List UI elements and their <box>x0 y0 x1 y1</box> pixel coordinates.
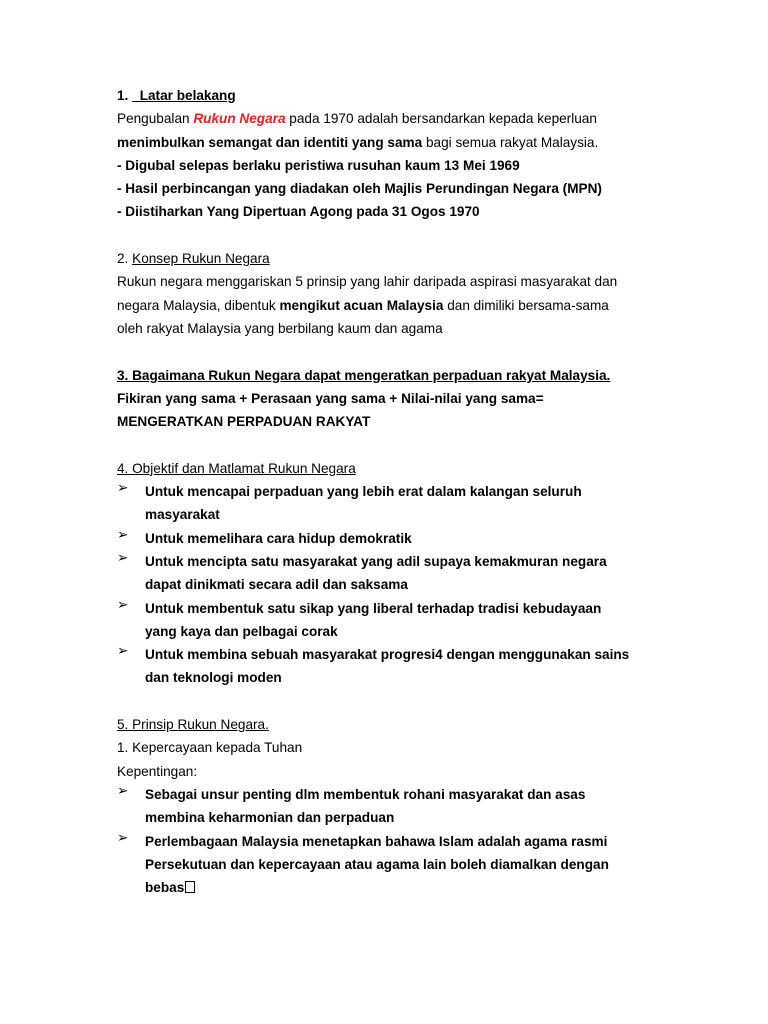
section-2-line-2 <box>117 294 677 317</box>
section-1-heading <box>117 84 677 107</box>
list-item-line: yang kaya dan pelbagai corak <box>145 623 338 639</box>
list-item-line: Untuk memelihara cara hidup demokratik <box>145 530 412 546</box>
intro-line-2-after: bagi semua rakyat Malaysia. <box>422 134 599 150</box>
list-item-line: membina keharmonian dan perpaduan <box>145 810 395 826</box>
list-item <box>117 527 677 550</box>
intro-highlight-rukun-negara: Rukun Negara <box>193 111 286 127</box>
intro-bold-phrase: menimbulkan semangat dan identiti yang sama <box>117 134 423 150</box>
list-item <box>117 783 677 830</box>
list-item-line: Sebagai unsur penting dlm membentuk rohani masyarakat dan asas <box>145 786 586 802</box>
section-5-heading: 5. Prinsip Rukun Negara. <box>117 717 269 733</box>
list-item-line: dapat dinikmati secara adil dan saksama <box>145 577 408 593</box>
intro-text-before: Pengubalan <box>117 111 194 127</box>
section-1-title <box>132 88 236 103</box>
intro-text-after: pada 1970 adalah bersandarkan kepada keperluan <box>285 111 597 127</box>
section-3-heading: 3. Bagaimana Rukun Negara dapat mengeratkan perpaduan rakyat Malaysia. <box>117 367 611 383</box>
list-item <box>117 550 677 597</box>
list-item-line: masyarakat <box>145 507 220 523</box>
missing-glyph-box-icon <box>185 881 195 893</box>
section-3-formula: Fikiran yang sama + Perasaan yang sama + Nilai-nilai yang sama= <box>117 390 544 406</box>
section-5-subheading: Kepentingan: <box>117 763 198 779</box>
section-4-list <box>117 480 677 690</box>
section-5-principle: 1. Kepercayaan kepada Tuhan <box>117 740 303 756</box>
list-item-line: Untuk membina sebuah masyarakat progresi4 dengan menggunakan sains <box>145 647 630 663</box>
list-item-line: dan teknologi moden <box>145 670 282 686</box>
arrow-bullet-icon: ➢ <box>117 549 129 565</box>
section-1-number: 1. <box>117 88 129 103</box>
arrow-bullet-icon: ➢ <box>117 643 129 659</box>
section-2-number: 2. <box>117 251 129 267</box>
arrow-bullet-icon: ➢ <box>117 480 129 496</box>
arrow-bullet-icon: ➢ <box>117 829 129 845</box>
section-5-list <box>117 783 677 899</box>
section-1-point: - Hasil perbincangan yang diadakan oleh Majlis Perundingan Negara (MPN) <box>117 181 602 197</box>
section-1-title-text: Latar belakang <box>139 88 236 103</box>
section-3-result: MENGERATKAN PERPADUAN RAKYAT <box>117 414 371 430</box>
list-item-line: Untuk mencipta satu masyarakat yang adil supaya kemakmuran negara <box>145 553 607 569</box>
section-4-heading: 4. Objektif dan Matlamat Rukun Negara <box>117 460 356 476</box>
list-item-line: Untuk membentuk satu sikap yang liberal terhadap tradisi kebudayaan <box>145 600 602 616</box>
list-item-line: bebas <box>145 876 677 899</box>
section-1-intro-line-2 <box>117 131 677 154</box>
section-1-point: - Diistiharkan Yang Dipertuan Agong pada 31 Ogos 1970 <box>117 204 480 220</box>
section-2-line-2-after: dan dimiliki bersama-sama <box>443 297 609 313</box>
section-2-title: Konsep Rukun Negara <box>132 251 270 267</box>
list-item <box>117 643 677 690</box>
list-item-line: Untuk mencapai perpaduan yang lebih erat dalam kalangan seluruh <box>145 484 582 500</box>
arrow-bullet-icon: ➢ <box>117 782 129 798</box>
list-item <box>117 830 677 900</box>
section-2-bold-phrase: mengikut acuan Malaysia <box>279 297 444 313</box>
section-2-heading <box>117 247 677 270</box>
list-item-line: Persekutuan dan kepercayaan atau agama lain boleh diamalkan dengan <box>145 856 609 872</box>
section-2-line-3: oleh rakyat Malaysia yang berbilang kaum dan agama <box>117 320 443 336</box>
list-item-line: Perlembagaan Malaysia menetapkan bahawa Islam adalah agama rasmi <box>145 833 608 849</box>
list-item <box>117 480 677 527</box>
list-item <box>117 597 677 644</box>
document-page <box>117 84 677 899</box>
section-1-point: - Digubal selepas berlaku peristiwa rusuhan kaum 13 Mei 1969 <box>117 157 520 173</box>
section-1-intro-line-1 <box>117 107 677 130</box>
arrow-bullet-icon: ➢ <box>117 596 129 612</box>
section-2-line-1: Rukun negara menggariskan 5 prinsip yang lahir daripada aspirasi masyarakat dan <box>117 274 618 290</box>
arrow-bullet-icon: ➢ <box>117 526 129 542</box>
section-2-line-2-before: negara Malaysia, dibentuk <box>117 297 280 313</box>
